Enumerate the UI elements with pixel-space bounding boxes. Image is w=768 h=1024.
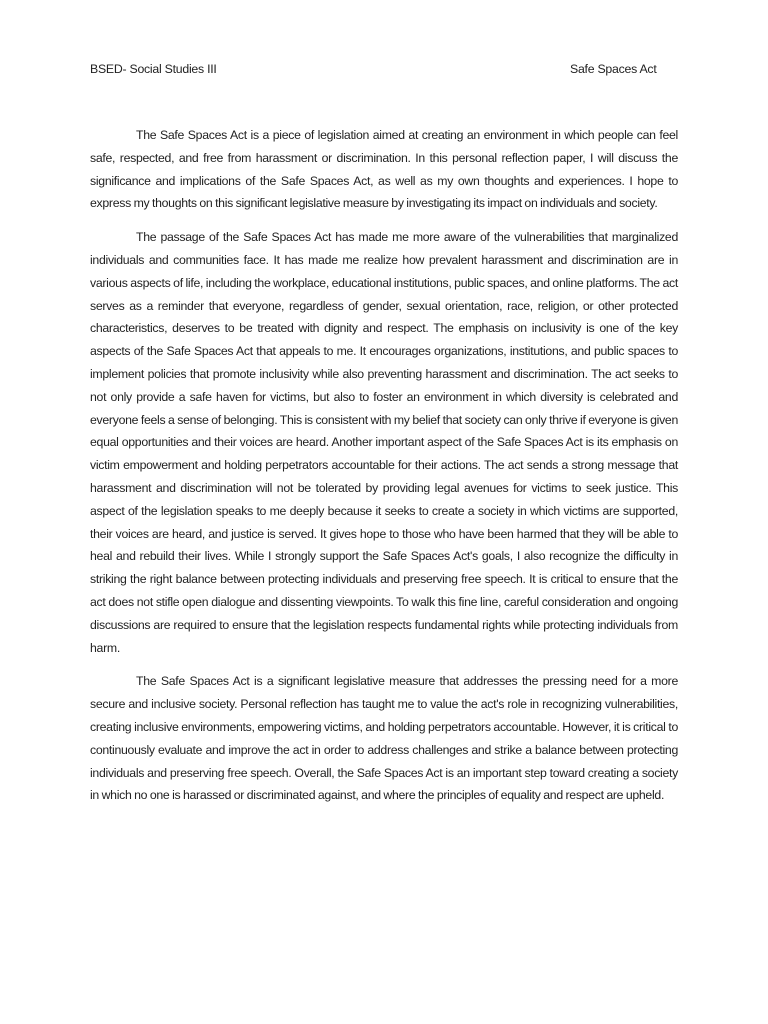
- paragraph-introduction: The Safe Spaces Act is a piece of legislation aimed at creating an environment in which people can feel safe, respected, and free from harassment or discrimination. In this personal reflection paper, I will discuss the significance and implications of the Safe Spaces Act, as well as my own thoughts and experiences. I hope to express my thoughts on this significant legislative measure by investigating its impact on individuals and society.: [90, 128, 678, 211]
- paragraph-reflection: The passage of the Safe Spaces Act has made me more aware of the vulnerabilities that marginalized individuals and communities face. It has made me realize how prevalent harassment and discrimination are in various aspects of life, including the workplace, educational institutions, public spaces, and online platforms. The act serves as a reminder that everyone, regardless of gender, sexual orientation, race, religion, or other protected characteristics, deserves to be treated with dignity and respect. The emphasis on inclusivity is one of the key aspects of the Safe Spaces Act that appeals to me. It encourages organizations, institutions, and public spaces to implement policies that promote inclusivity while also preventing harassment and discrimination. The act seeks to not only provide a safe haven for victims, but also to foster an environment in which diversity is celebrated and everyone feels a sense of belonging. This is consistent with my belief that society can only thrive if everyone is given equal opportunities and their voices are heard. Another important aspect of the Safe Spaces Act is its emphasis on victim empowerment and holding perpetrators accountable for their actions. The act sends a strong message that harassment and discrimination will not be tolerated by providing legal avenues for victims to seek justice. This aspect of the legislation speaks to me deeply because it seeks to create a society in which victims are supported, their voices are heard, and justice is served. It gives hope to those who have been harmed that they will be able to heal and rebuild their lives. While I strongly support the Safe Spaces Act's goals, I also recognize the difficulty in striking the right balance between protecting individuals and preserving free speech. It is critical to ensure that the act does not stifle open dialogue and dissenting viewpoints. To walk this fine line, careful consideration and ongoing discussions are required to ensure that the legislation respects fundamental rights while protecting individuals from harm.: [90, 230, 678, 655]
- page-header: [90, 60, 678, 78]
- paragraph-conclusion: The Safe Spaces Act is a significant legislative measure that addresses the pressing need for a more secure and inclusive society. Personal reflection has taught me to value the act's role in recognizing vulnerabilities, creating inclusive environments, empowering victims, and holding perpetrators accountable. However, it is critical to continuously evaluate and improve the act in order to address challenges and strike a balance between protecting individuals and preserving free speech. Overall, the Safe Spaces Act is an important step toward creating a society in which no one is harassed or discriminated against, and where the principles of equality and respect are upheld.: [90, 674, 678, 803]
- header-title: Safe Spaces Act: [570, 62, 657, 76]
- document-body: [90, 124, 678, 818]
- header-course: BSED- Social Studies III: [90, 62, 217, 76]
